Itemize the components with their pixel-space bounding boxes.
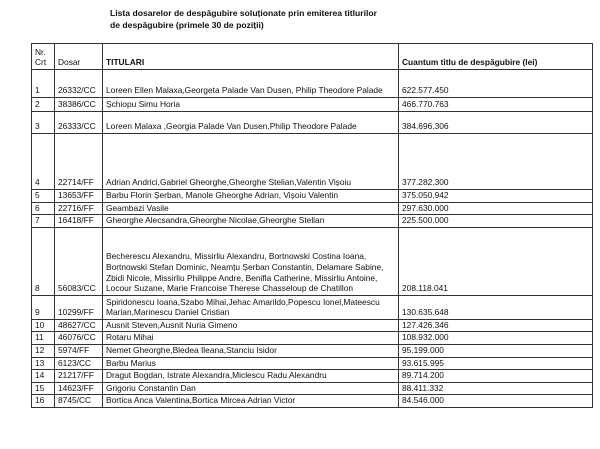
table-row [32, 215, 593, 228]
table-row [32, 190, 593, 203]
cell-titulari: Grigoriu Constantin Dan [103, 382, 399, 395]
cell-dosar: 13653/FF [55, 190, 103, 203]
cell-titulari: Loreen Ellen Malaxa,Georgeta Palade Van Dusen, Philip Theodore Palade [103, 70, 399, 98]
cell-nr: 1 [32, 70, 55, 98]
cell-nr: 16 [32, 395, 55, 408]
cell-nr: 12 [32, 344, 55, 357]
cell-titulari: Barbu Marius [103, 357, 399, 370]
cell-titulari: Barbu Florin Șerban, Manole Gheorghe Adrian, Vișoiu Valentin [103, 190, 399, 203]
header-cuantum: Cuantum titlu de despăgubire (lei) [399, 44, 593, 70]
cell-cuantum: 208.118.041 [399, 227, 593, 295]
cell-cuantum: 93.615.995 [399, 357, 593, 370]
table-row [32, 112, 593, 134]
cell-titulari: Nemet Gheorghe,Bledea Ileana,Stanciu Isidor [103, 344, 399, 357]
cell-cuantum: 384.696.306 [399, 112, 593, 134]
cell-titulari: Bortica Anca Valentina,Bortica Mircea Adrian Victor [103, 395, 399, 408]
table-row [32, 295, 593, 319]
cell-cuantum: 88.411.332 [399, 382, 593, 395]
header-nr-line2: Crt [35, 57, 47, 68]
header-nr-line1: Nr. [35, 46, 46, 57]
cell-titulari: Adrian Andrici,Gabriel Gheorghe,Gheorghe Stelian,Valentin Vișoiu [103, 134, 399, 190]
cell-titulari: Ausnit Steven,Ausnit Nuria Gimeno [103, 319, 399, 332]
cell-dosar: 16418/FF [55, 215, 103, 228]
cell-dosar: 56083/CC [55, 227, 103, 295]
cell-dosar: 6123/CC [55, 357, 103, 370]
cell-nr: 14 [32, 370, 55, 383]
cell-cuantum: 84.546.000 [399, 395, 593, 408]
cell-dosar: 8745/CC [55, 395, 103, 408]
compensation-table [31, 43, 593, 408]
cell-titulari: Becherescu Alexandru, Missirliu Alexandru, Bortnowski Costina Ioana, Bortnowski Stefan Dominic, Neamțu Șerban Constantin, Delamare Sabine, Zbidi Nicole, Missirliu Philippe Andre, Benifla Catherine, Missirliu Antoine, Locour Suzane, Marie Francoise Therese Chasseloup de Chatillon [103, 227, 399, 295]
cell-dosar: 14623/FF [55, 382, 103, 395]
table-row [32, 395, 593, 408]
cell-cuantum: 375.050.942 [399, 190, 593, 203]
header-row [32, 44, 593, 70]
table-row [32, 370, 593, 383]
cell-titulari: Loreen Malaxa ,Georgia Palade Van Dusen,Philip Theodore Palade [103, 112, 399, 134]
document-title [110, 7, 440, 31]
cell-nr: 9 [32, 295, 55, 319]
cell-cuantum: 297.630.000 [399, 202, 593, 215]
cell-nr: 5 [32, 190, 55, 203]
cell-cuantum: 466.770.763 [399, 98, 593, 112]
cell-titulari: Dragut Bogdan, Istrate Alexandra,Miclescu Radu Alexandru [103, 370, 399, 383]
table-row [32, 319, 593, 332]
cell-cuantum: 225.500.000 [399, 215, 593, 228]
cell-nr: 3 [32, 112, 55, 134]
cell-titulari: Spiridonescu Ioana,Szabo Mihai,Jehac Amarildo,Popescu Ionel,Mateescu Marian,Marinescu Daniel Cristian [103, 295, 399, 319]
cell-nr: 11 [32, 332, 55, 345]
cell-dosar: 48627/CC [55, 319, 103, 332]
cell-nr: 4 [32, 134, 55, 190]
header-dosar: Dosar [55, 44, 103, 70]
cell-cuantum: 127.426.346 [399, 319, 593, 332]
table-row [32, 357, 593, 370]
table-row [32, 202, 593, 215]
cell-cuantum: 95.199.000 [399, 344, 593, 357]
cell-dosar: 26332/CC [55, 70, 103, 98]
cell-titulari: Gheorghe Alecsandra,Gheorghe Nicolae,Gheorghe Stelian [103, 215, 399, 228]
cell-dosar: 22716/FF [55, 202, 103, 215]
cell-dosar: 21217/FF [55, 370, 103, 383]
cell-cuantum: 108.932.000 [399, 332, 593, 345]
cell-dosar: 26333/CC [55, 112, 103, 134]
cell-cuantum: 622.577.450 [399, 70, 593, 98]
cell-dosar: 5974/FF [55, 344, 103, 357]
cell-titulari: Geambazi Vasile [103, 202, 399, 215]
cell-cuantum: 89.714.200 [399, 370, 593, 383]
title-line: de despăgubire (primele 30 de poziții) [110, 20, 264, 31]
cell-titulari: Rotaru Mihai [103, 332, 399, 345]
table-row [32, 134, 593, 190]
table-row [32, 332, 593, 345]
cell-dosar: 38386/CC [55, 98, 103, 112]
table-row [32, 98, 593, 112]
header-titulari: TITULARI [103, 44, 399, 70]
table-row [32, 382, 593, 395]
header-nr-crt [32, 44, 55, 70]
cell-dosar: 46076/CC [55, 332, 103, 345]
cell-nr: 10 [32, 319, 55, 332]
table-row [32, 344, 593, 357]
table-row [32, 70, 593, 98]
cell-nr: 2 [32, 98, 55, 112]
title-line: Lista dosarelor de despăgubire soluționate prin emiterea titlurilor [110, 8, 377, 18]
cell-nr: 15 [32, 382, 55, 395]
cell-dosar: 22714/FF [55, 134, 103, 190]
cell-dosar: 10299/FF [55, 295, 103, 319]
cell-nr: 13 [32, 357, 55, 370]
cell-cuantum: 377.282.300 [399, 134, 593, 190]
table-row [32, 227, 593, 295]
cell-cuantum: 130.635.648 [399, 295, 593, 319]
cell-nr: 8 [32, 227, 55, 295]
cell-titulari: Șchiopu Simu Horia [103, 98, 399, 112]
cell-nr: 6 [32, 202, 55, 215]
cell-nr: 7 [32, 215, 55, 228]
